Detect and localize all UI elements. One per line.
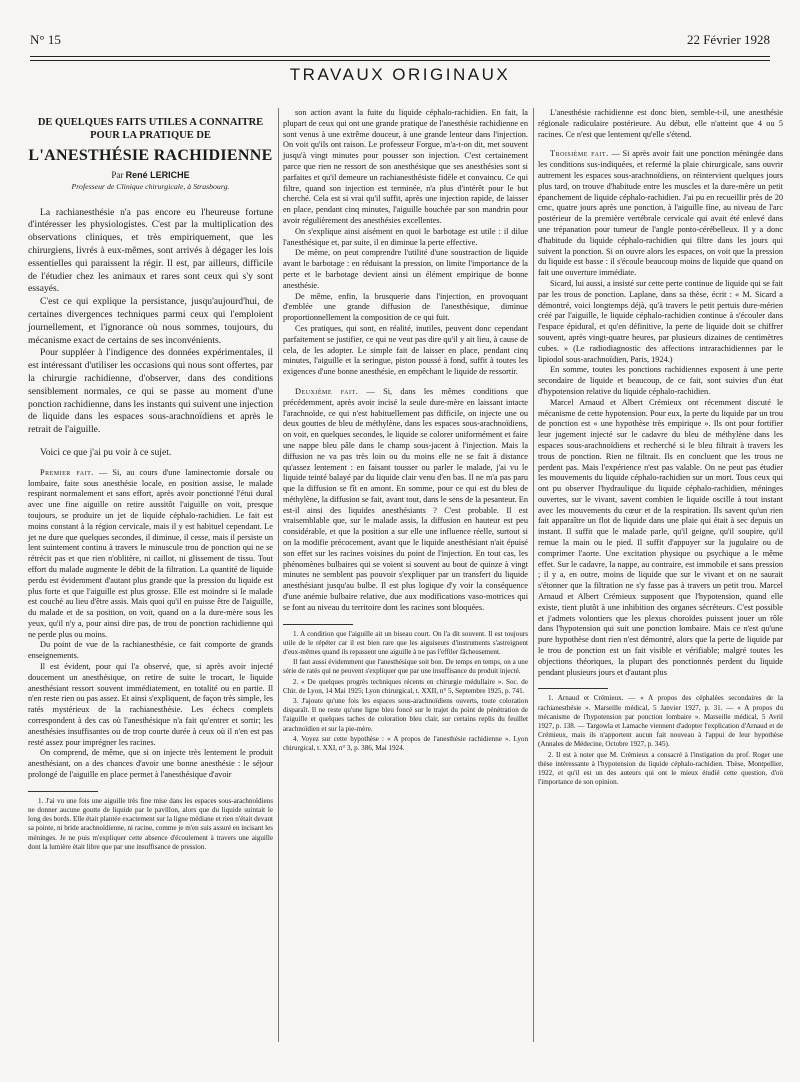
paragraph	[538, 149, 783, 279]
footnotes	[28, 797, 273, 852]
intro-paragraph: C'est ce qui explique la persistance, jusqu'aujourd'hui, de certaines divergences techniques parmi ceux qui l'emploient journellement, et l'ignorance où nous sommes, toujours, du mécanisme exact de certains de ses inconvénients.	[28, 296, 273, 346]
paragraph: Marcel Arnaud et Albert Crémieux ont récemment discuté le mécanisme de cette hypotension. Pour eux, la perte du liquide par un trou de ponction est « une hypothèse très empirique ». Ils ont pour fortifier leur jugement injecté sur le cadavre du bleu de méthylène dans les espaces sous-arachnoïdiens et recherché si le bleu filtrait à travers les trous de ponction. Rien ne filtrait. Ils en concluent que les trous ne perdent pas. Mais l'expérience n'est pas valable. On ne peut pas étudier les mouvements du liquide céphalo-rachidien sur un mort. Tous ceux qui ont pu observer l'hydraulique du liquide céphalo-rachidien, méninges ouvertes, sur le vivant, savent combien le liquide oscille à tout instant avec les mouvements du cœur et de la respiration. Ils savent qu'un rien fait apparaître un flot de liquide dans une plaie qui était à sec depuis un instant. Il suffit que le malade parle, qu'il geigne, qu'il soupire, qu'il remue la main ou le pied. Il suffit d'appuyer sur la jugulaire ou de comprimer l'aorte. Une excitation physique ou psychique a le même effet. Sur le cadavre, la nappe, au contraire, est immobile et sans pression ; il y a, en outre, moins de liquide que sur le vivant et on ne saurait s'étonner que la filtration ne s'y fasse pas à travers un petit trou. Marcel Arnaud et Albert Crémieux supposent que l'hypotension, quand elle existe, tient plutôt à une inhibition des organes sécréteurs. C'est possible et j'admets volontiers que les plexus choroïdes puissent jouer un rôle dans l'hypotension qui suit une ponction lombaire. Mais ce n'est qu'une pure hypothèse dont rien n'est démontré, alors que la perte de liquide par le trou de ponction est un fait visible et vérifiable; malgré toutes les objections théoriques, la plupart des ponctionnés perdent du liquide pendant plusieurs jours et d'autant plus	[538, 397, 783, 677]
fact-label: Premier fait.	[40, 467, 94, 477]
paragraph: De même, on peut comprendre l'utilité d'une soustraction de liquide avant le barbotage : en réduisant la pression, on limite l'importance de la perte et le barbotage devient ainsi un élément empirique de bonne anesthésie.	[283, 248, 528, 290]
article-title-line1: DE QUELQUES FAITS UTILES A CONNAITRE	[37, 117, 264, 128]
paragraph: Sicard, lui aussi, a insisté sur cette perte continue de liquide qui se fait par les trous de ponction. Laplane, dans sa thèse, écrit : « M. Sicard a démontré, voici longtemps déjà, qu'à travers le petit pertuis dure-mérien créé par l'aiguille, le liquide céphalo-rachidien continue à s'écouler dans l'espace épidural, et qu'en définitive, la perte de liquide doit se chiffrer souvent, après vingt-quatre heures, par plusieurs dizaines de centimètres cubes. » (Le radiodiagnostic des affections intrarachidiennes par le lipiodol sous-arachnoïdien, Paris, 1924.)	[538, 278, 783, 364]
paragraph-text: — Si après avoir fait une ponction méningée dans les conditions sus-indiquées, et refermé la plaie chirurgicale, sans ouvrir autrement les espaces sous-arachnoïdiens, on réintervient quelques jours plus tard, on trouve d'habitude entre les muscles et la dure-mère un petit épanchement de liquide céphalo-rachidien. J'ai pu en recueillir près de 20 cmc, quatre jours après une ponction, à l'aiguille fine, au niveau de l'arc postérieur de la première vertébrale cervicale qui avait été enlevé dans une trépanation pour tumeur de l'angle ponto-cérébelleux. Il y a donc d'habitude du liquide céphalo-rachidien qui filtre dans les jours qui suivent la ponction. Si on ouvre alors les espaces, on voit que la pression du liquide est basse : il s'écoule beaucoup moins de liquide que quand on fait une ouverture immédiate.	[538, 149, 784, 278]
header-rule-thin	[30, 60, 770, 61]
footnote: Il faut aussi évidemment que l'anesthésique soit bon. De temps en temps, on a une série de ratés qui ne peuvent s'expliquer que par une insuffisance du produit injecté.	[283, 658, 528, 676]
fact-label: Troisième fait.	[550, 149, 609, 159]
column-2	[283, 108, 528, 754]
footnote: 3. J'ajoute qu'une fois les espaces sous-arachnoïdiens ouverts, toute coloration disparaît. Il ne reste qu'une ligne bleu foncé sur le trajet du point de pénétration de l'aiguille et quelques taches de coloration bleu clair, sur certains replis du feuillet arachnoïdien et sur la pie-mère.	[283, 697, 528, 733]
paragraph-text: — Si, dans les mêmes conditions que précédemment, après avoir incisé la seule dure-mère en laissant intacte l'arachnoïde, ce qui n'est habituellement pas difficile, on injecte une ou deux gouttes de bleu de méthylène, dans les espaces sous-arachnoïdiens, on voit, en quelques secondes, le liquide se colorer uniformément et faire une nappe bleu pâle dans le champ sous-jacent à l'injection. Mais la diffusion ne va pas très loin ou du moins elle ne se fait à distance qu'assez lentement : en faisant tousser ou parler le malade, j'ai vu le liquide teinté balayé par du liquide clair venu d'en bas. Il ne m'a pas paru que la diffusion se fît en amont. En somme, pour ce qui est du bleu de méthylène, la diffusion se fait, avant tout, dans le sens de la pesanteur. En est-il ainsi des liquides anesthésiants ? C'est probable. Il est vraisemblable que, sur le malade assis, la diffusion en hauteur est peu considérable, et que la position a sur elle une influence réelle, surtout si on la modifie précocement, avant que le liquide anesthésiant n'ait épuisé son effet sur les racines voisines du point de l'injection. En tout cas, les phénomènes bulbaires qui se voient si souvent au bout de quinze à vingt minutes ne semblent pas pouvoir s'expliquer par un transfert du liquide anesthésiant jusqu'au bulbe. Il est plus logique d'y voir la conséquence d'une anémie bulbaire relative, due aux modifications vaso-motrices qui se font au niveau du territoire dont les racines sont bloquées.	[283, 386, 528, 612]
footnotes	[283, 630, 528, 754]
paragraph: De même, enfin, la brusquerie dans l'injection, en provoquant d'emblée une grande diffusion de l'anesthésique, diminue proportionnellement la composition de ce qui fuit.	[283, 291, 528, 323]
body-text	[283, 108, 528, 614]
article-title-line2: POUR LA PRATIQUE DE	[90, 130, 211, 141]
article-title-main: L'ANESTHÉSIE RACHIDIENNE	[28, 147, 273, 164]
column-divider	[278, 108, 279, 1042]
intro-paragraph: La rachianesthésie n'a pas encore eu l'heureuse fortune d'intéresser les physiologistes. C'est par la multiplication des observations cliniques, et très empiriquement, que les chirurgiens, livrés à eux-mêmes, sont arrivés à dégager les lois essentielles qui paraissent la régir. Il est, par ailleurs, difficile de l'étudier chez les animaux et rares sont ceux qui s'y sont essayés.	[28, 206, 273, 295]
footnote-rule	[283, 624, 353, 625]
footnote-rule	[538, 688, 608, 689]
page-header	[30, 32, 770, 52]
footnote-rule	[28, 791, 98, 792]
paragraph: En somme, toutes les ponctions rachidiennes exposent à une perte secondaire de liquide et beaucoup, de ce fait, sont suivies d'un état d'hypotension relative du liquide céphalo-rachidien.	[538, 365, 783, 396]
footnote: 2. Il est à noter que M. Crémieux a consacré à l'instigation du prof. Roger une thèse intéressante à l'hypotension du liquide céphalo-rachidien. Thèse, Montpellier, 1922, et qu'il est un des auteurs qui ont le mieux étudié cette question, d'où l'importance de son opinion.	[538, 750, 783, 787]
author-name: René LERICHE	[125, 170, 190, 180]
paragraph: L'anesthésie rachidienne est donc bien, semble-t-il, une anesthésie régionale radiculaire postérieure. Au début, elle n'atteint que 4 ou 5 racines. Ce n'est que lentement qu'elle s'étend.	[538, 108, 783, 139]
paragraph-text: — Si, au cours d'une laminectomie dorsale ou lombaire, faite sous anesthésie locale, en position assise, le malade respirant normalement et sans effort, après avoir ponctionné l'étui dural avec une fine aiguille on retire aussitôt l'aiguille on voit, presque toujours, se produire un jet de liquide céphalo-rachidien. Le fait est moins constant à la région cervicale, mais il y est habituel cependant. Le jet ne dure que quelques secondes, il diminue, il cesse, mais il persiste un lent suintement continu à travers le minuscule trou de ponction qui ne se rétrécit pas et que rien n'oblitère, ni caillot, ni glissement de tissu. Tout effort du malade augmente le débit de la filtration. La quantité de liquide perdu est évidemment d'autant plus grande que la pression du liquide est plus forte et que l'aiguille est plus grosse. Elle est moindre si le malade est couché au lieu d'être assis. Mais quoi qu'il en puisse être de l'aiguille, du malade et de sa position, on voit, quand on a la dure-mère sous les yeux, qu'il n'y a, pour ainsi dire pas, de trou de ponction rachidienne qui ne perde plus ou moins.	[28, 467, 273, 639]
header-rule	[30, 56, 770, 57]
paragraph: On s'explique ainsi aisément en quoi le barbotage est utile : il dilue l'anesthésique et, par suite, il en diminue la perte effective.	[283, 226, 528, 247]
section-title: TRAVAUX ORIGINAUX	[289, 65, 511, 84]
paragraph: Ces pratiques, qui sont, en réalité, inutiles, peuvent donc cependant parfaitement se justifier, ce qui ne veut pas dire qu'il y ait lieu, à cause de cela, de les adopter. Le simple fait de laisser en place, pendant cinq minutes, l'aiguille et la seringue, piston poussé à fond, suffit à toutes les exigences d'une bonne anesthésie, en empêchant le liquide de ressortir.	[283, 323, 528, 377]
column-3	[538, 108, 783, 788]
spacer	[283, 378, 528, 387]
paragraph	[283, 387, 528, 614]
footnotes	[538, 694, 783, 787]
paragraph: son action avant la fuite du liquide céphalo-rachidien. En fait, la plupart de ceux qui ont une grande pratique de l'anesthésie rachidienne en sont venus à une extrême douceur, à une grande lenteur dans l'injection. On voit qu'ils ont raison. Le professeur Forgue, m'a-t-on dit, met souvent jusqu'à vingt minutes pour pousser son injection. C'est certainement parce que rien ne ressort de son anesthésique que ses anesthésies sont si parfaites et qu'il demeure un rachianesthésiste fidèle et convaincu. Ce qui filtre, quand son injection est terminée, n'a plus d'intérêt pour le but cherché. Cela est si vrai qu'il suffit, après une injection rapide, de laisser en place, pendant cinq minutes, l'aiguille bouchée par son mandrin pour avoir régulièrement des anesthésies excellentes.	[283, 108, 529, 225]
author-line	[28, 170, 273, 181]
issue-number: N° 15	[30, 32, 61, 47]
transition-line: Voici ce que j'ai pu voir à ce sujet.	[40, 446, 172, 458]
footnote: 4. Voyez sur cette hypothèse : « A propos de l'anesthésie rachidienne ». Lyon chirurgical, t. XXI, n° 3, p. 386, Mai 1924.	[283, 734, 528, 753]
paragraph: Il est évident, pour qui l'a observé, que, si après avoir injecté doucement un anesthésique, on retire de suite le trocart, le liquide anesthésiant ressort souvent immédiatement, en totalité ou en partie. Il n'en reste rien ou pas assez. Et ainsi s'expliquent, de façon très simple, les ratés mystérieux de la rachianesthésie. Les échecs complets correspondent à des cas où l'anesthésique n'a fait qu'entrer et sortir; les anesthésies insuffisantes ou de trop courte durée à ceux où il n'en est pas resté assez pour imprégner les racines.	[28, 662, 273, 747]
spacer	[538, 140, 783, 149]
body-text	[538, 108, 783, 678]
footnote: 2. « De quelques progrès techniques récents en chirurgie médullaire ». Soc. de Chir. de Lyon, 14 Mai 1925; Lyon chirurgical, t. XXII, n° 5, Septembre 1925, p. 741.	[283, 677, 528, 695]
paragraph: Du point de vue de la rachianesthésie, ce fait comporte de grands enseignements.	[28, 640, 273, 661]
intro-paragraph: Pour suppléer à l'indigence des données expérimentales, il est intéressant d'utiliser les occasions qui nous sont offertes, par la chirurgie rachidienne, d'observer, dans des conditions sensiblement normales, ce qui se passe au moment d'une ponction rachidienne, dans les instants qui suivent une injection de liquide dans les espaces sous-arachnoïdiens et après le retrait de l'aiguille.	[28, 347, 273, 436]
footnote: 1. J'ai vu une fois une aiguille très fine mise dans les espaces sous-arachnoïdiens ne donner aucune goutte de liquide par le pavillon, alors que du liquide suintait le long des bords. Elle était plantée exactement sur la ligne médiane et rien n'était devant sa pointe, ni bride arachnoïdienne, ni racine, comme je m'en suis assuré en incisant les méninges. Je ne puis m'expliquer cette absence d'écoulement à travers une aiguille dont la lumière était libre que par une insuffisance de pression.	[28, 796, 273, 851]
column-divider	[533, 108, 534, 1042]
author-prefix: Par	[111, 170, 124, 180]
footnote: 1. A condition que l'aiguille ait un biseau court. On l'a dit souvent. Il est toujours utile de le répéter car il est bien rare que les aiguiseurs d'instruments s'astreignent d'eux-mêmes quand ils repassent une aiguille à ne pas l'effiler fâcheusement.	[283, 629, 528, 657]
paragraph	[28, 468, 273, 641]
footnote: 1. Arnaud et Crémieux. — « A propos des céphalées secondaires de la rachianesthésie ». Marseille médical, 5 Janvier 1927, p. 31. — « A propos du mécanisme de l'hypotension par ponction lombaire ». Marseille médical, 5 Avril 1927, p. 138. — Targowla et Lamache viennent d'adopter l'explication d'Arnaud et de Crémieux, mais ils n'apportent aucun fait nouveau à l'appui de leur hypothèse (Annales de Médecine, Octobre 1927, p. 345).	[538, 694, 783, 749]
author-affiliation: Professeur de Clinique chirurgicale, à Strasbourg.	[71, 181, 230, 191]
paragraph: On comprend, de même, que si on injecte très lentement le produit anesthésiant, on a des chances d'avoir une bonne anesthésie : le séjour prolongé de l'aiguille en place permet à l'anesthésique d'avoir	[28, 748, 273, 780]
fact-label: Deuxième fait.	[295, 386, 359, 396]
column-1	[28, 108, 273, 853]
body-text	[28, 468, 273, 781]
issue-date: 22 Février 1928	[686, 32, 770, 47]
